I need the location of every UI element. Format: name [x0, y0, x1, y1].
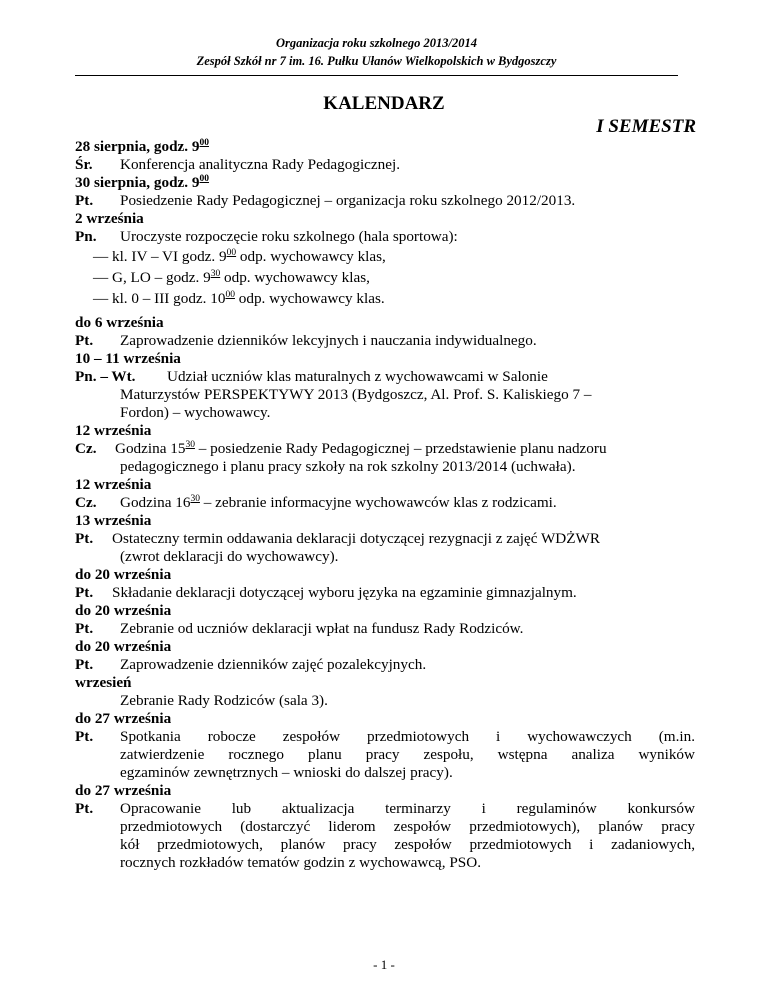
- header-rule: [75, 75, 678, 76]
- entry-text: Składanie deklaracji dotyczącej wyboru języka na egzaminie gimnazjalnym.: [112, 584, 577, 601]
- entry-day: Pt.: [75, 530, 94, 547]
- entry-day: Pt.: [75, 800, 94, 817]
- entry-date: 28 sierpnia, godz. $9^{00}$: [75, 138, 209, 155]
- entry-day: Pt.: [75, 620, 94, 637]
- entry-text: Zaprowadzenie dzienników lekcyjnych i nauczania indywidualnego.: [120, 332, 537, 349]
- entry-row: [75, 332, 695, 350]
- entry-row: [75, 656, 695, 674]
- page-number: - 1 -: [373, 957, 395, 972]
- entry-date: 12 września: [75, 422, 152, 439]
- entry-text: Konferencja analityczna Rady Pedagogicznej.: [120, 156, 400, 173]
- page-title: KALENDARZ: [323, 93, 445, 114]
- entry-text: Posiedzenie Rady Pedagogicznej – organizacja roku szkolnego 2012/2013.: [120, 192, 576, 209]
- entry-text: Zebranie Rady Rodziców (sala 3).: [120, 692, 328, 709]
- entry-row: [75, 584, 695, 602]
- entry-date: do 20 września: [75, 602, 172, 619]
- entry-text-continued: egzaminów zewnętrznych – wnioski do dalszej pracy).: [120, 764, 453, 781]
- entry-row: [75, 620, 695, 638]
- header-line-1: Organizacja roku szkolnego 2013/2014: [275, 36, 478, 50]
- entry-row: [75, 530, 695, 548]
- entry-row: [75, 228, 695, 246]
- entry-date: do 27 września: [75, 710, 172, 727]
- entry-row: [75, 728, 695, 746]
- entry-text-continued: zatwierdzenie rocznego planu pracy zespołu, wstępna analiza wyników: [120, 746, 695, 763]
- entry-date: 30 sierpnia, godz. $9^{00}$: [75, 174, 209, 191]
- entry-text-continued: rocznych rozkładów tematów godzin z wychowawcą, PSO.: [120, 854, 482, 871]
- entry-date: 10 – 11 września: [75, 350, 181, 367]
- entry-text-continued: Maturzystów PERSPEKTYWY 2013 (Bydgoszcz, Al. Prof. S. Kaliskiego 7 –: [120, 386, 592, 403]
- entry-day: Pt.: [75, 332, 94, 349]
- entry-text: Udział uczniów klas maturalnych z wychowawcami w Salonie: [167, 368, 548, 385]
- entry-date: do 20 września: [75, 566, 172, 583]
- entry-date: do 6 września: [75, 314, 164, 331]
- entry-row: Cz. Godzina $15^{30}$ – posiedzenie Rady Pedagogicznej – przedstawienie planu nadzoru: [75, 440, 607, 457]
- entry-text: Spotkania robocze zespołów przedmiotowych i wychowawczych (m.in.: [120, 728, 695, 745]
- entry-row: [75, 192, 695, 210]
- entry-day: Pt.: [75, 656, 94, 673]
- entry-row: Cz. Godzina $16^{30}$ – zebranie informacyjne wychowawców klas z rodzicami.: [75, 494, 557, 511]
- entry-day: Pt.: [75, 584, 94, 601]
- header-line-2: Zespół Szkół nr 7 im. 16. Pułku Ułanów Wielkopolskich w Bydgoszczy: [196, 54, 557, 68]
- entry-day: Pt.: [75, 192, 94, 209]
- entry-row: [75, 156, 695, 174]
- entry-day: Cz.: [75, 494, 97, 511]
- semester-label: I SEMESTR: [596, 116, 696, 137]
- list-item: — kl. IV – VI godz. $9^{00}$ odp. wychowawcy klas,: [93, 248, 386, 265]
- list-item: — kl. 0 – III godz. $10^{00}$ odp. wychowawcy klas.: [93, 290, 385, 307]
- entry-date: 2 września: [75, 210, 144, 227]
- entry-day: Cz.: [75, 440, 97, 457]
- entry-date: 13 września: [75, 512, 152, 529]
- entry-text: Zaprowadzenie dzienników zajęć pozalekcyjnych.: [120, 656, 427, 673]
- entry-day: Pn. – Wt.: [75, 368, 136, 385]
- entry-text-continued: przedmiotowych (dostarczyć liderom zespołów przedmiotowych), planów pracy: [120, 818, 695, 835]
- entry-date: 12 września: [75, 476, 152, 493]
- entry-date: wrzesień: [75, 674, 132, 691]
- entry-date: do 20 września: [75, 638, 172, 655]
- entry-day: Śr.: [75, 156, 93, 173]
- entry-row: [75, 368, 695, 386]
- entry-text: Zebranie od uczniów deklaracji wpłat na fundusz Rady Rodziców.: [120, 620, 524, 637]
- entry-text-continued: kół przedmiotowych, planów pracy zespołów przedmiotowych i zadaniowych,: [120, 836, 695, 853]
- list-item: — G, LO – godz. $9^{30}$ odp. wychowawcy klas,: [93, 269, 370, 286]
- calendar-content: [75, 138, 695, 872]
- entry-text-continued: Fordon) – wychowawcy.: [120, 404, 271, 421]
- entry-day: Pt.: [75, 728, 94, 745]
- entry-date: do 27 września: [75, 782, 172, 799]
- entry-text: Uroczyste rozpoczęcie roku szkolnego (hala sportowa):: [120, 228, 458, 245]
- entry-day: Pn.: [75, 228, 97, 245]
- entry-text: Ostateczny termin oddawania deklaracji dotyczącej rezygnacji z zajęć WDŻWR: [112, 530, 601, 547]
- entry-text-continued: (zwrot deklaracji do wychowawcy).: [120, 548, 339, 565]
- entry-row: [75, 800, 695, 818]
- entry-text-continued: pedagogicznego i planu pracy szkoły na rok szkolny 2013/2014 (uchwała).: [120, 458, 576, 475]
- entry-text: Opracowanie lub aktualizacja terminarzy i regulaminów konkursów: [120, 800, 695, 817]
